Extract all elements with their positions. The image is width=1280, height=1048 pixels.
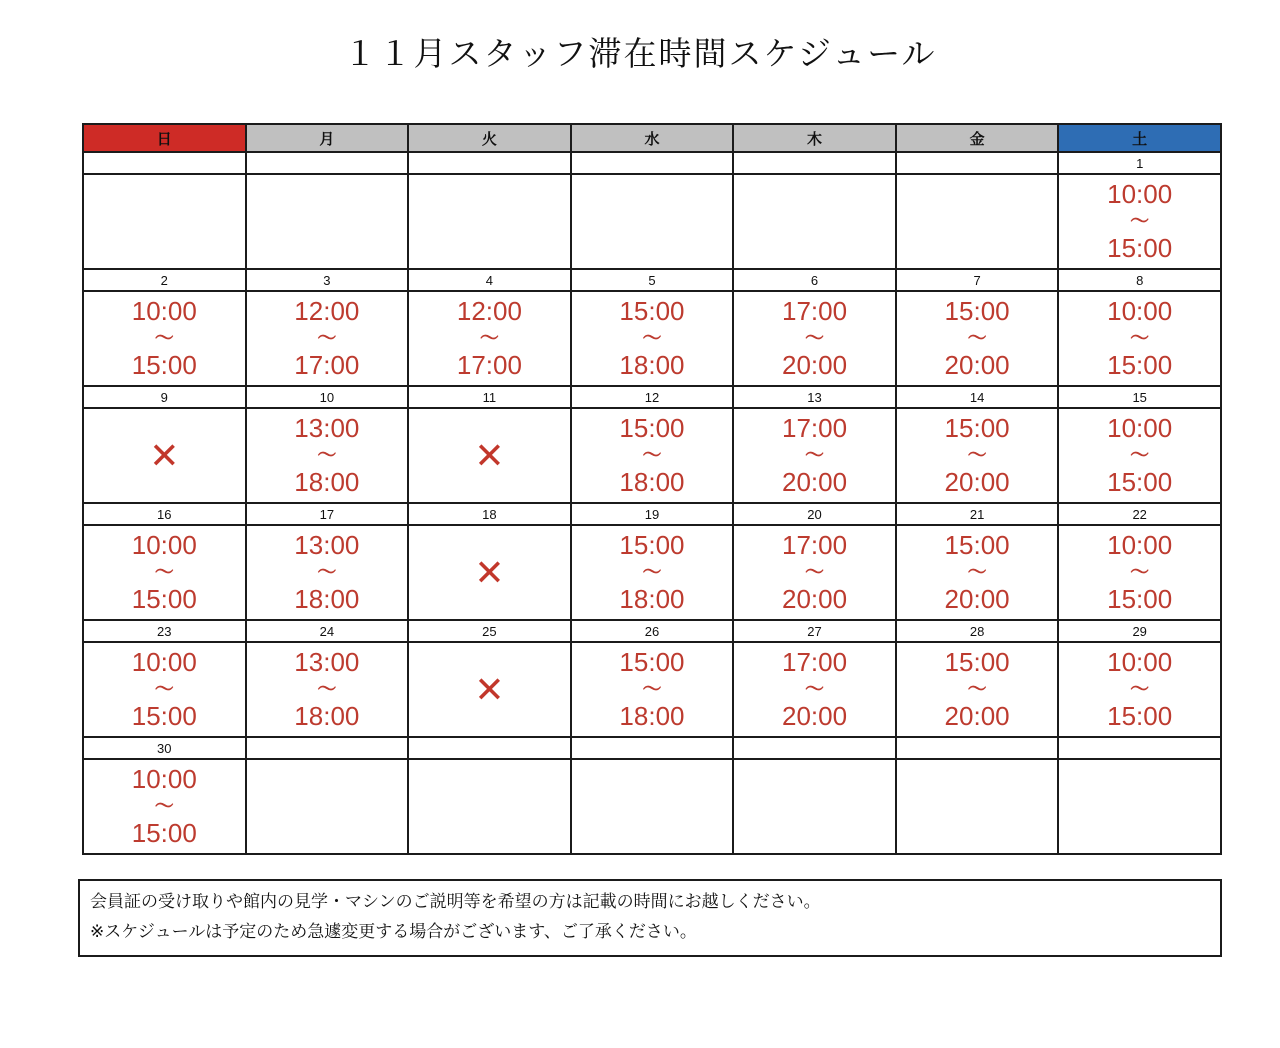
time-cell-day-23 — [83, 642, 246, 737]
time-start: 17:00 — [781, 530, 848, 560]
date-cell-28: 28 — [896, 620, 1059, 642]
weekday-header-thursday: 木 — [733, 124, 896, 152]
time-end: 20:00 — [944, 584, 1010, 614]
date-cell-26: 26 — [571, 620, 734, 642]
page-title: １１月スタッフ滞在時間スケジュール — [343, 35, 937, 72]
footer-note-line1: 会員証の受け取りや館内の見学・マシンのご説明等を希望の方は記載の時間にお越しください。 — [90, 892, 821, 911]
date-cell-19: 19 — [571, 503, 734, 525]
week-5-time-row — [83, 642, 1221, 737]
date-cell-6: 6 — [733, 269, 896, 291]
date-cell-20: 20 — [733, 503, 896, 525]
time-cell-day-16 — [83, 525, 246, 620]
date-cell-empty — [1058, 737, 1221, 759]
closed-x-icon: ✕ — [474, 552, 505, 593]
week-3-date-row — [83, 386, 1221, 408]
time-cell-day-19 — [571, 525, 734, 620]
time-separator: ～ — [479, 328, 499, 349]
time-end: 15:00 — [131, 701, 197, 731]
time-separator: ～ — [805, 562, 825, 583]
empty-cell — [733, 174, 896, 269]
date-cell-empty — [896, 152, 1059, 174]
time-start: 15:00 — [619, 530, 685, 560]
time-end: 15:00 — [131, 350, 197, 380]
time-end: 17:00 — [456, 350, 522, 380]
time-cell-day-13 — [733, 408, 896, 503]
time-start: 12:00 — [294, 296, 360, 326]
time-end: 15:00 — [1107, 584, 1173, 614]
closed-cell-day-25 — [408, 642, 571, 737]
empty-cell — [408, 759, 571, 854]
time-cell-day-10 — [246, 408, 409, 503]
time-start: 10:00 — [131, 764, 197, 794]
date-cell-1: 1 — [1058, 152, 1221, 174]
time-separator: ～ — [805, 328, 825, 349]
time-start: 10:00 — [1107, 530, 1173, 560]
closed-cell-day-11 — [408, 408, 571, 503]
time-separator: ～ — [967, 445, 987, 466]
time-start: 10:00 — [131, 647, 197, 677]
week-2-time-row — [83, 291, 1221, 386]
time-start: 10:00 — [1107, 179, 1173, 209]
date-cell-18: 18 — [408, 503, 571, 525]
date-cell-empty — [246, 152, 409, 174]
date-cell-17: 17 — [246, 503, 409, 525]
date-cell-7: 7 — [896, 269, 1059, 291]
date-cell-3: 3 — [246, 269, 409, 291]
time-separator: ～ — [317, 562, 337, 583]
time-cell-day-12 — [571, 408, 734, 503]
time-cell-day-27 — [733, 642, 896, 737]
time-separator: ～ — [1130, 328, 1150, 349]
time-end: 18:00 — [619, 350, 685, 380]
time-cell-day-14 — [896, 408, 1059, 503]
time-separator: ～ — [805, 445, 825, 466]
empty-cell — [246, 759, 409, 854]
date-cell-25: 25 — [408, 620, 571, 642]
time-separator: ～ — [317, 445, 337, 466]
date-cell-27: 27 — [733, 620, 896, 642]
time-end: 18:00 — [619, 584, 685, 614]
week-4-date-row — [83, 503, 1221, 525]
time-start: 17:00 — [781, 413, 848, 443]
time-cell-day-1 — [1058, 174, 1221, 269]
date-cell-30: 30 — [83, 737, 246, 759]
empty-cell — [571, 759, 734, 854]
empty-cell — [408, 174, 571, 269]
date-cell-23: 23 — [83, 620, 246, 642]
time-cell-day-17 — [246, 525, 409, 620]
weekday-header-saturday: 土 — [1058, 124, 1221, 152]
time-separator: ～ — [1130, 679, 1150, 700]
empty-cell — [896, 759, 1059, 854]
time-end: 18:00 — [619, 701, 685, 731]
time-end: 20:00 — [944, 701, 1010, 731]
time-cell-day-4 — [408, 291, 571, 386]
weekday-header-monday: 月 — [246, 124, 409, 152]
time-cell-day-7 — [896, 291, 1059, 386]
week-1-date-row — [83, 152, 1221, 174]
time-cell-day-24 — [246, 642, 409, 737]
time-separator: ～ — [154, 562, 174, 583]
time-separator: ～ — [642, 679, 662, 700]
week-5-date-row — [83, 620, 1221, 642]
time-separator: ～ — [317, 328, 337, 349]
time-separator: ～ — [642, 562, 662, 583]
time-start: 13:00 — [294, 647, 360, 677]
closed-x-icon: ✕ — [474, 435, 505, 476]
time-cell-day-20 — [733, 525, 896, 620]
time-separator: ～ — [1130, 211, 1150, 232]
empty-cell — [246, 174, 409, 269]
time-start: 15:00 — [619, 647, 685, 677]
closed-cell-day-18 — [408, 525, 571, 620]
week-6-time-row — [83, 759, 1221, 854]
time-end: 17:00 — [294, 350, 360, 380]
empty-cell — [733, 759, 896, 854]
time-separator: ～ — [154, 328, 174, 349]
time-end: 18:00 — [294, 467, 360, 497]
weekday-header-wednesday: 水 — [571, 124, 734, 152]
date-cell-empty — [571, 737, 734, 759]
empty-cell — [83, 174, 246, 269]
date-cell-24: 24 — [246, 620, 409, 642]
time-separator: ～ — [642, 445, 662, 466]
date-cell-empty — [733, 152, 896, 174]
time-end: 20:00 — [781, 467, 848, 497]
time-start: 10:00 — [131, 530, 197, 560]
closed-cell-day-9 — [83, 408, 246, 503]
week-1-time-row — [83, 174, 1221, 269]
time-end: 15:00 — [1107, 701, 1173, 731]
time-start: 15:00 — [944, 296, 1010, 326]
time-separator: ～ — [967, 328, 987, 349]
time-cell-day-21 — [896, 525, 1059, 620]
week-6-date-row — [83, 737, 1221, 759]
date-cell-empty — [896, 737, 1059, 759]
time-start: 13:00 — [294, 530, 360, 560]
date-cell-empty — [246, 737, 409, 759]
time-end: 20:00 — [944, 467, 1010, 497]
date-cell-empty — [83, 152, 246, 174]
date-cell-16: 16 — [83, 503, 246, 525]
week-2-date-row — [83, 269, 1221, 291]
time-cell-day-2 — [83, 291, 246, 386]
time-start: 12:00 — [456, 296, 522, 326]
time-separator: ～ — [805, 679, 825, 700]
time-end: 15:00 — [131, 818, 197, 848]
time-cell-day-6 — [733, 291, 896, 386]
weekday-header-row — [83, 124, 1221, 152]
date-cell-4: 4 — [408, 269, 571, 291]
time-start: 13:00 — [294, 413, 360, 443]
footer-note-line2: ※スケジュールは予定のため急遽変更する場合がございます、ご了承ください。 — [90, 922, 697, 941]
time-start: 15:00 — [944, 413, 1010, 443]
date-cell-empty — [408, 152, 571, 174]
time-separator: ～ — [642, 328, 662, 349]
date-cell-empty — [408, 737, 571, 759]
time-cell-day-15 — [1058, 408, 1221, 503]
footer-note-box — [78, 879, 1222, 957]
time-start: 10:00 — [1107, 647, 1173, 677]
time-separator: ～ — [154, 679, 174, 700]
date-cell-9: 9 — [83, 386, 246, 408]
time-end: 20:00 — [781, 701, 848, 731]
time-cell-day-3 — [246, 291, 409, 386]
time-cell-day-28 — [896, 642, 1059, 737]
closed-x-icon: ✕ — [149, 435, 180, 476]
closed-x-icon: ✕ — [474, 669, 505, 710]
time-cell-day-22 — [1058, 525, 1221, 620]
time-start: 10:00 — [1107, 413, 1173, 443]
time-start: 15:00 — [944, 530, 1010, 560]
time-start: 15:00 — [944, 647, 1010, 677]
time-end: 20:00 — [781, 584, 848, 614]
time-cell-day-8 — [1058, 291, 1221, 386]
time-separator: ～ — [154, 796, 174, 817]
time-separator: ～ — [317, 679, 337, 700]
schedule-table — [82, 123, 1222, 855]
time-end: 18:00 — [619, 467, 685, 497]
week-3-time-row — [83, 408, 1221, 503]
date-cell-29: 29 — [1058, 620, 1221, 642]
time-start: 17:00 — [781, 647, 848, 677]
time-end: 18:00 — [294, 701, 360, 731]
date-cell-21: 21 — [896, 503, 1059, 525]
empty-cell — [1058, 759, 1221, 854]
time-start: 15:00 — [619, 413, 685, 443]
time-separator: ～ — [1130, 562, 1150, 583]
time-separator: ～ — [1130, 445, 1150, 466]
empty-cell — [896, 174, 1059, 269]
time-end: 18:00 — [294, 584, 360, 614]
weekday-header-friday: 金 — [896, 124, 1059, 152]
date-cell-empty — [733, 737, 896, 759]
date-cell-empty — [571, 152, 734, 174]
time-cell-day-5 — [571, 291, 734, 386]
date-cell-2: 2 — [83, 269, 246, 291]
date-cell-13: 13 — [733, 386, 896, 408]
date-cell-8: 8 — [1058, 269, 1221, 291]
time-end: 15:00 — [131, 584, 197, 614]
date-cell-11: 11 — [408, 386, 571, 408]
date-cell-12: 12 — [571, 386, 734, 408]
weekday-header-tuesday: 火 — [408, 124, 571, 152]
time-separator: ～ — [967, 562, 987, 583]
time-end: 20:00 — [944, 350, 1010, 380]
time-end: 15:00 — [1107, 233, 1173, 263]
time-cell-day-26 — [571, 642, 734, 737]
date-cell-14: 14 — [896, 386, 1059, 408]
time-start: 10:00 — [1107, 296, 1173, 326]
time-start: 10:00 — [131, 296, 197, 326]
time-end: 15:00 — [1107, 350, 1173, 380]
week-4-time-row — [83, 525, 1221, 620]
time-start: 17:00 — [781, 296, 848, 326]
time-cell-day-30 — [83, 759, 246, 854]
date-cell-22: 22 — [1058, 503, 1221, 525]
time-separator: ～ — [967, 679, 987, 700]
time-end: 20:00 — [781, 350, 848, 380]
weekday-header-sunday: 日 — [83, 124, 246, 152]
time-start: 15:00 — [619, 296, 685, 326]
date-cell-10: 10 — [246, 386, 409, 408]
date-cell-5: 5 — [571, 269, 734, 291]
date-cell-15: 15 — [1058, 386, 1221, 408]
empty-cell — [571, 174, 734, 269]
time-end: 15:00 — [1107, 467, 1173, 497]
time-cell-day-29 — [1058, 642, 1221, 737]
